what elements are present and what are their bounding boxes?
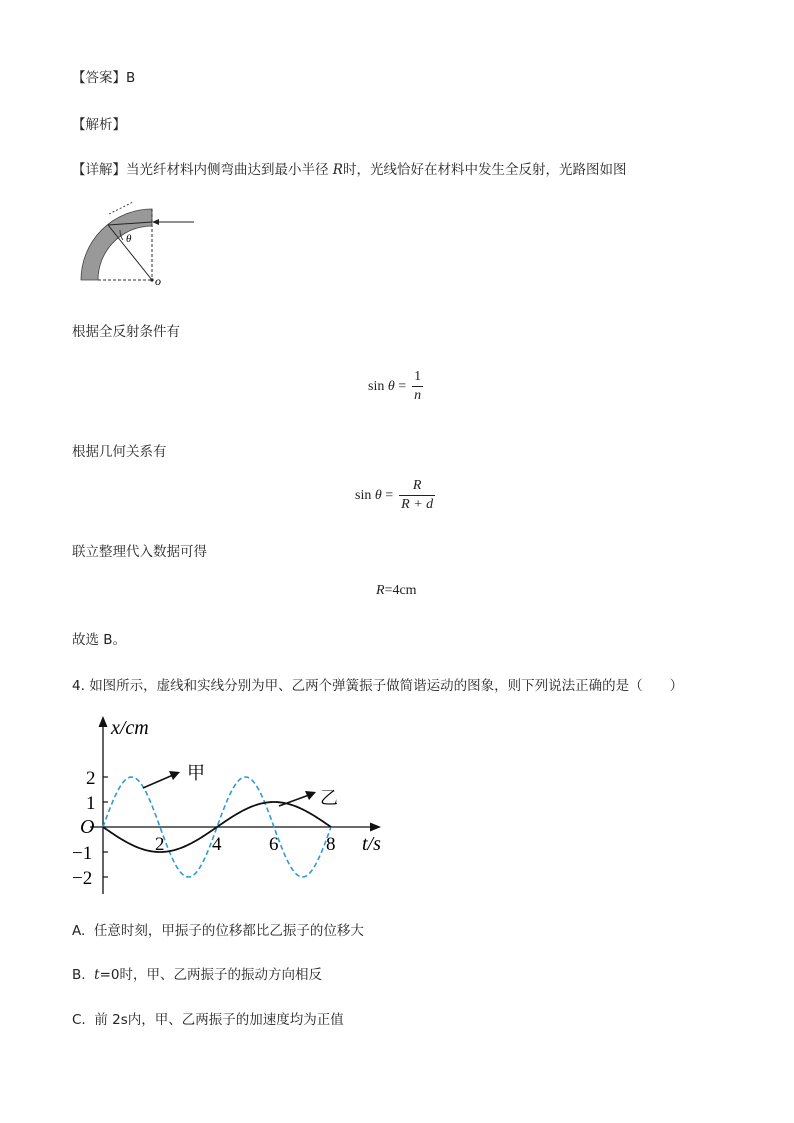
x-tick-label: 6	[269, 834, 279, 855]
ray-arrow-icon	[152, 219, 159, 225]
y-tick-label: 2	[86, 768, 96, 789]
eq1-equals: =	[398, 378, 407, 394]
eq1-fraction	[412, 369, 423, 404]
o-label: o	[155, 274, 161, 288]
y-tick-label: −2	[72, 868, 93, 889]
fiber-light-path-diagram	[66, 198, 202, 290]
eq2-sin: sin	[355, 487, 372, 503]
jia-label: 甲	[187, 763, 205, 784]
step1-text: 根据全反射条件有	[72, 324, 180, 340]
question-text: 如图所示，虚线和实线分别为甲、乙两个弹簧振子做简谐运动的图象，则下列说法正确的是（ ）	[89, 678, 684, 694]
yi-pointer	[279, 795, 309, 806]
center-point	[150, 278, 153, 281]
result-var: R	[376, 583, 385, 598]
option-c-text: 前 2s内，甲、乙两振子的加速度均为正值	[94, 1012, 344, 1028]
result-equation	[376, 583, 417, 599]
y-axis-label: x/cm	[111, 717, 149, 739]
step3-text: 联立整理代入数据可得	[72, 544, 207, 560]
fiber-bend	[81, 209, 152, 280]
option-a-text: 任意时刻，甲振子的位移都比乙振子的位移大	[93, 923, 364, 939]
step2-text: 根据几何关系有	[72, 444, 167, 460]
detail-text-after: 时，光线恰好在材料中发生全反射，光路图如图	[342, 162, 627, 178]
option-b	[72, 963, 322, 983]
option-b-var: t	[94, 967, 100, 983]
eq2-numerator: R	[412, 478, 422, 493]
analysis-label: 【解析】	[72, 117, 126, 133]
option-b-label: B.	[72, 967, 86, 983]
x-tick-label: 8	[326, 834, 336, 855]
theta-label: θ	[126, 233, 132, 245]
y-tick-label: −1	[72, 843, 93, 864]
yi-label: 乙	[320, 788, 338, 809]
y-tick-label: 1	[86, 793, 96, 814]
x-tick-label: 4	[212, 834, 222, 855]
option-a-label: A.	[72, 923, 86, 939]
answer-label: 【答案】	[72, 70, 126, 86]
x-axis-arrow-icon	[370, 823, 381, 832]
option-c	[72, 1008, 344, 1028]
option-c-label: C.	[72, 1012, 86, 1028]
origin-label: O	[80, 816, 95, 838]
question-4	[72, 674, 683, 694]
eq2-fraction	[399, 478, 435, 513]
result-value: =4cm	[384, 583, 417, 598]
detail-line	[72, 158, 626, 178]
eq1-numerator: 1	[414, 369, 422, 384]
question-number: 4.	[72, 678, 85, 694]
option-b-text: =0时，甲、乙两振子的振动方向相反	[99, 967, 322, 983]
option-a	[72, 919, 364, 939]
eq1-theta: θ	[387, 378, 395, 394]
eq1-sin: sin	[368, 378, 385, 394]
x-axis-label: t/s	[362, 833, 381, 855]
equation-2	[355, 478, 435, 513]
conclusion-text: 故选 B。	[72, 632, 127, 648]
detail-var-r: R	[332, 162, 343, 178]
eq2-denominator: R + d	[401, 497, 434, 512]
eq2-equals: =	[385, 487, 394, 503]
answer-line	[72, 66, 135, 86]
answer-value: B	[126, 70, 136, 86]
detail-label: 【详解】	[72, 162, 126, 178]
equation-1	[368, 369, 423, 404]
eq1-denominator: n	[414, 388, 422, 403]
eq2-theta: θ	[374, 487, 382, 503]
y-axis-arrow-icon	[99, 716, 108, 727]
oscillation-graph	[70, 712, 390, 898]
x-tick-label: 2	[155, 834, 165, 855]
detail-text-before: 当光纤材料内侧弯曲达到最小半径	[126, 162, 333, 178]
jia-pointer	[143, 775, 173, 788]
